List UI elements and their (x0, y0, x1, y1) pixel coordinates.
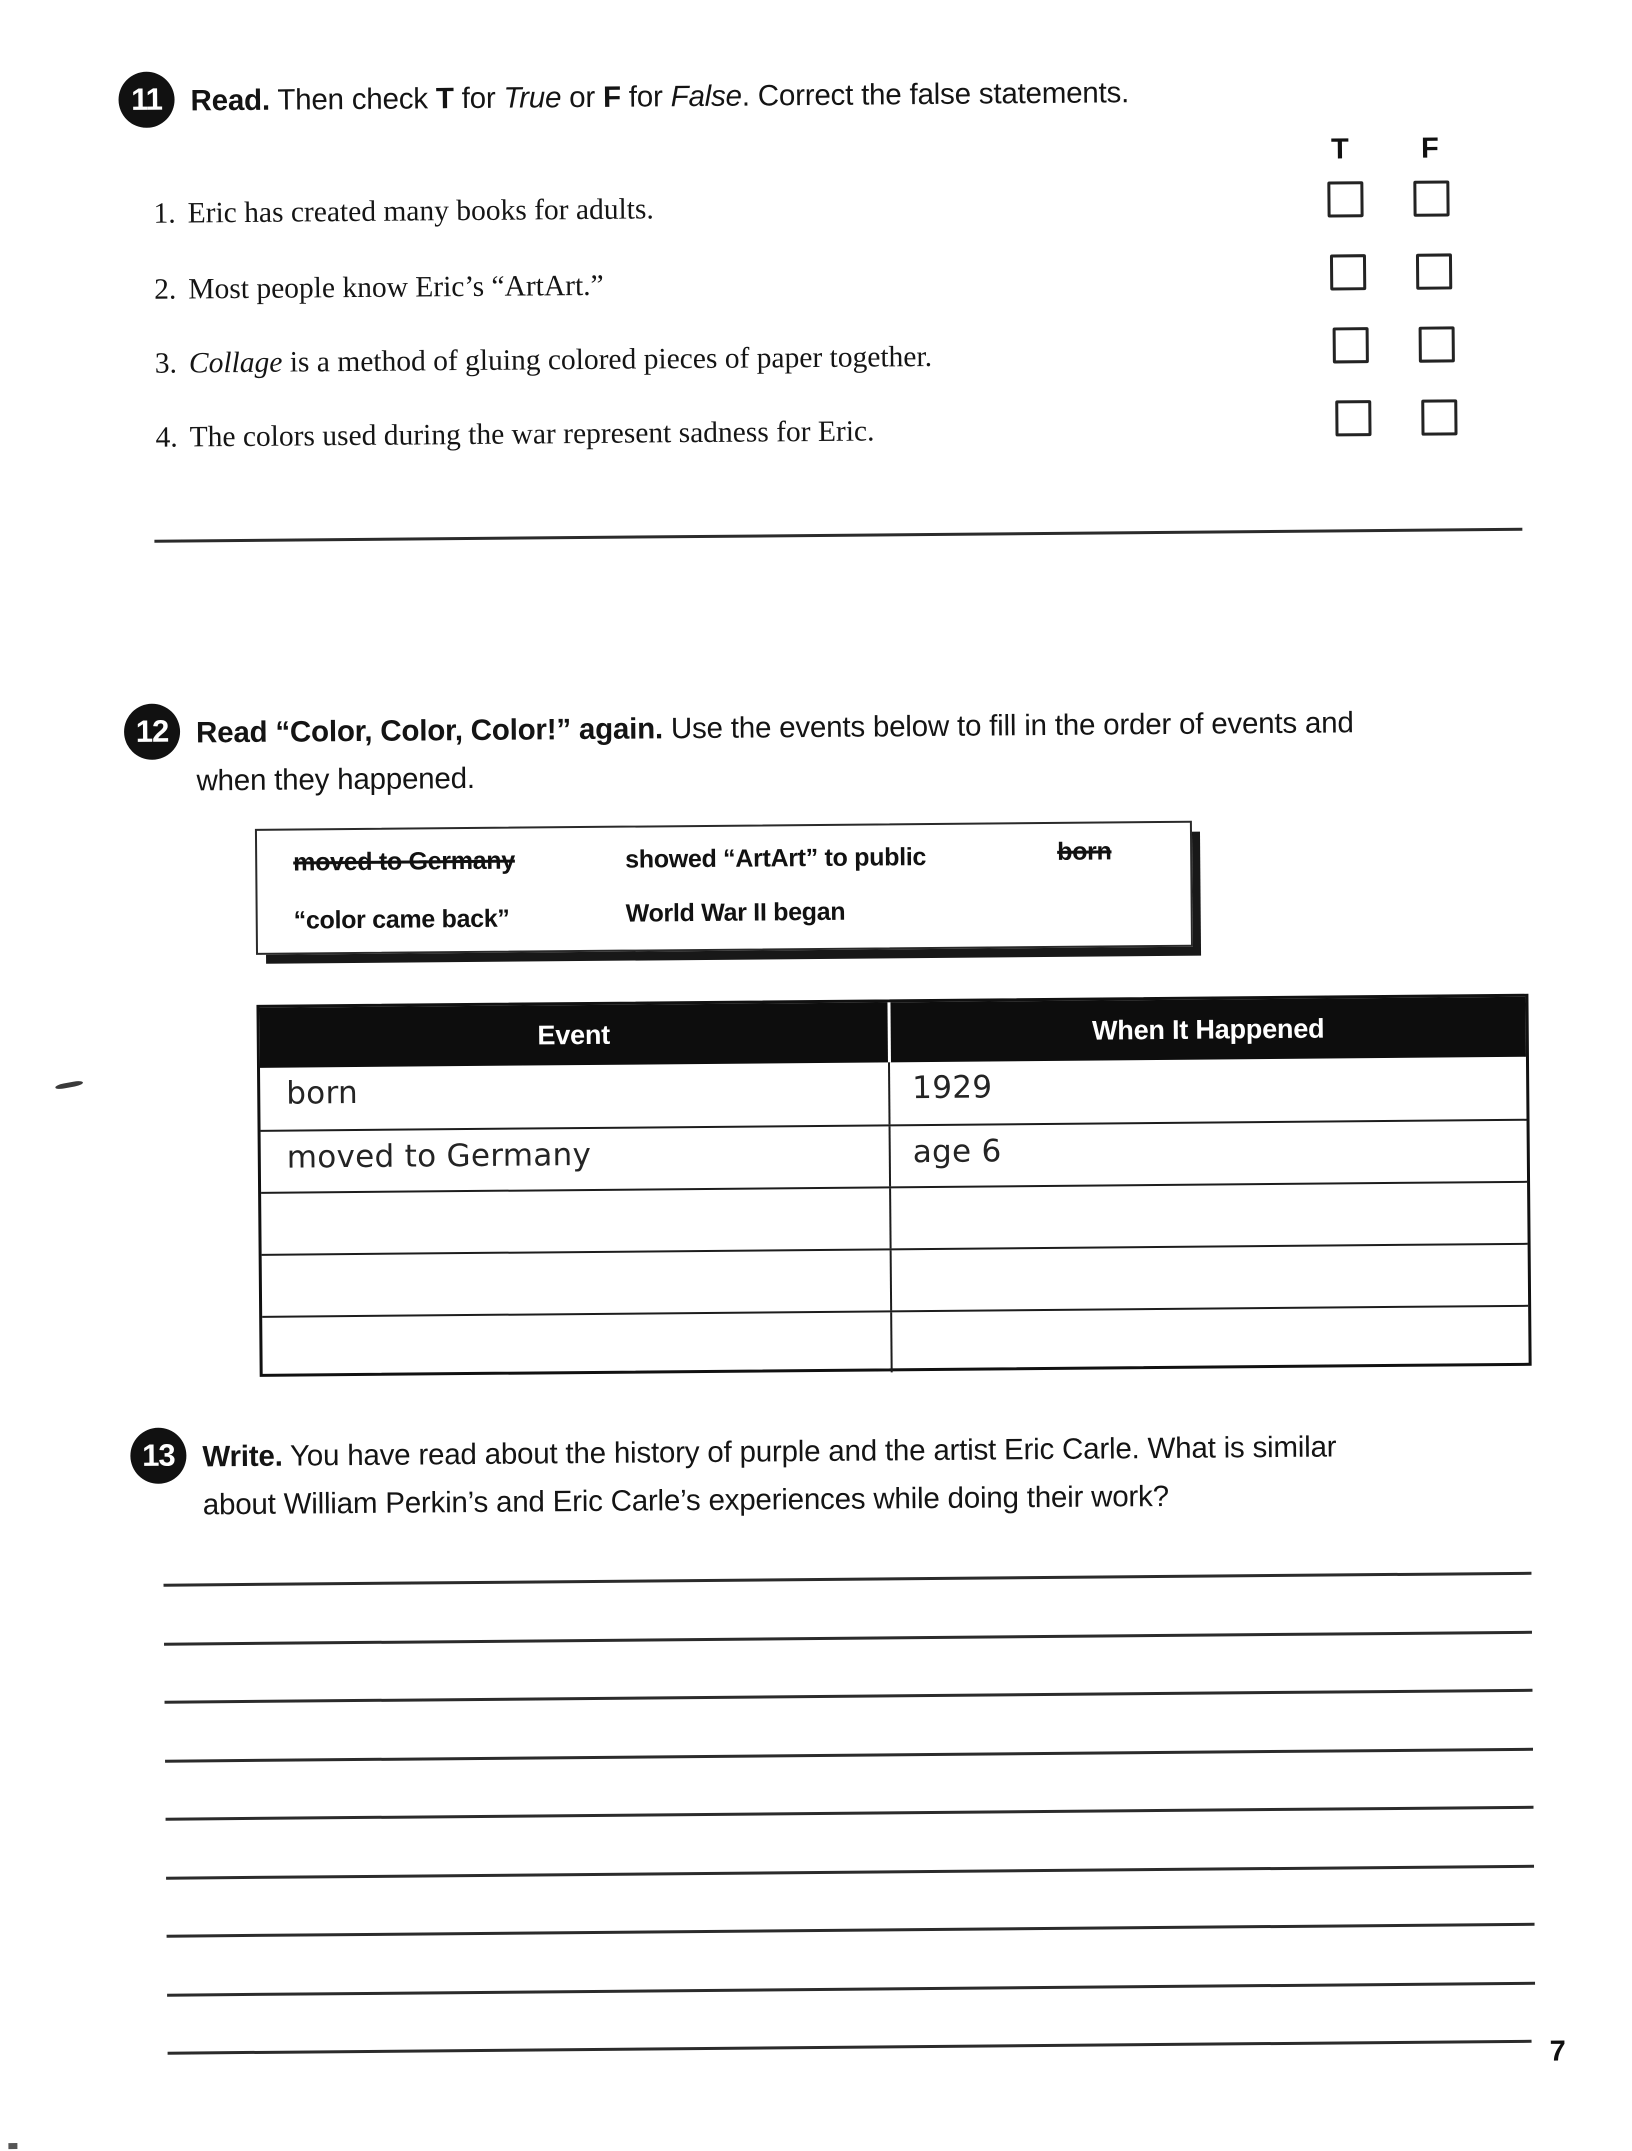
statement-2 (154, 264, 1304, 307)
writing-line-3[interactable] (165, 1689, 1533, 1704)
exercise-11-text: or (561, 81, 603, 114)
exercise-11-f: F (603, 81, 621, 114)
exercise-11-false: False (671, 80, 742, 114)
exercise-13-instruction (202, 1422, 1543, 1530)
when-column-header: When It Happened (887, 997, 1525, 1063)
true-column-header: T (1331, 133, 1349, 166)
statement-3-text: is a method of gluing colored pieces of paper together. (282, 341, 932, 379)
statement-3-number: 3. (155, 348, 177, 381)
table-row-1 (260, 1057, 1526, 1130)
exercise-13-number: 13 (142, 1438, 175, 1474)
true-checkbox-2[interactable] (1330, 254, 1366, 290)
word-bank (255, 821, 1193, 955)
exercise-12-text-line1: Use the events below to fill in the order of events and (663, 706, 1354, 745)
table-row-3 (261, 1181, 1527, 1254)
writing-line-5[interactable] (166, 1806, 1534, 1821)
event-cell-5[interactable] (262, 1312, 890, 1377)
events-table-header (259, 997, 1525, 1068)
table-row-5 (262, 1305, 1528, 1378)
when-cell-2[interactable]: age 6 (889, 1121, 1527, 1187)
exercise-12-verb: Read “Color, Color, Color!” again. (196, 712, 663, 749)
exercise-12-number: 12 (136, 714, 169, 750)
word-bank-item-color-came-back: “color came back” (294, 905, 510, 936)
table-row-2 (261, 1119, 1527, 1192)
false-checkbox-1[interactable] (1413, 180, 1449, 216)
when-cell-5[interactable] (890, 1307, 1528, 1373)
table-row-4 (262, 1243, 1528, 1316)
scan-artifact-mark (55, 1080, 83, 1090)
statement-1-text: Eric has created many books for adults. (188, 193, 654, 229)
events-table (256, 994, 1531, 1377)
true-checkbox-4[interactable] (1335, 400, 1371, 436)
event-cell-2[interactable]: moved to Germany (261, 1126, 889, 1191)
word-bank-item-wwii-began: World War II began (626, 898, 846, 929)
exercise-11-number: 11 (131, 82, 162, 118)
statement-1 (153, 188, 1303, 231)
exercise-11-t: T (436, 82, 454, 115)
when-cell-4[interactable] (890, 1245, 1528, 1311)
word-bank-item-showed-artart: showed “ArtArt” to public (625, 843, 926, 875)
false-checkbox-4[interactable] (1421, 399, 1457, 435)
word-bank-item-born: born (1057, 837, 1112, 866)
exercise-13-verb: Write. (202, 1440, 283, 1474)
writing-line-2[interactable] (164, 1631, 1532, 1646)
exercise-11-badge (118, 72, 174, 128)
exercise-12-instruction (196, 698, 1537, 806)
exercise-12-text-line2: when they happened. (196, 762, 475, 797)
writing-line-6[interactable] (166, 1865, 1534, 1880)
writing-line-9[interactable] (168, 2040, 1532, 2055)
false-checkbox-2[interactable] (1416, 253, 1452, 289)
true-checkbox-3[interactable] (1333, 327, 1369, 363)
event-cell-3[interactable] (261, 1188, 889, 1253)
when-cell-3[interactable] (889, 1183, 1527, 1249)
exercise-13-badge (130, 1428, 186, 1484)
exercise-13-text-line2: about William Perkin’s and Eric Carle’s experiences while doing their work? (203, 1480, 1169, 1521)
exercise-11-verb: Read. (190, 84, 270, 118)
exercise-11-text: . Correct the false statements. (742, 76, 1130, 112)
true-checkbox-1[interactable] (1327, 181, 1363, 217)
page-number: 7 (1550, 2035, 1566, 2068)
false-column-header: F (1421, 133, 1439, 166)
exercise-11-instruction (190, 66, 1530, 126)
false-checkbox-3[interactable] (1419, 326, 1455, 362)
statement-3 (155, 338, 1305, 381)
event-cell-1[interactable]: born (260, 1062, 889, 1129)
event-cell-4[interactable] (262, 1250, 890, 1315)
writing-line-4[interactable] (165, 1748, 1533, 1763)
statement-2-text: Most people know Eric’s “ArtArt.” (188, 270, 604, 306)
word-bank-item-moved-to-germany: moved to Germany (293, 847, 515, 878)
exercise-11-true: True (503, 81, 561, 115)
exercise-11-text: for (454, 82, 504, 115)
exercise-13-text-line1: You have read about the history of purple and the artist Eric Carle. What is similar (282, 1430, 1336, 1472)
writing-line-7[interactable] (167, 1923, 1535, 1938)
exercise-12-badge (124, 704, 180, 760)
statement-4 (155, 412, 1305, 455)
writing-line-8[interactable] (167, 1982, 1535, 1997)
exercise-11-text: Then check (270, 82, 436, 116)
statement-3-italic: Collage (189, 347, 283, 380)
exercise-11-text: for (621, 80, 671, 113)
writing-line-1[interactable] (164, 1572, 1532, 1587)
when-cell-1[interactable]: 1929 (888, 1057, 1527, 1125)
event-column-header: Event (259, 1002, 887, 1067)
statement-1-number: 1. (153, 198, 175, 231)
statement-4-number: 4. (155, 422, 177, 455)
correction-line[interactable] (154, 528, 1522, 543)
statement-2-number: 2. (154, 274, 176, 307)
statement-4-text: The colors used during the war represent sadness for Eric. (189, 415, 874, 453)
